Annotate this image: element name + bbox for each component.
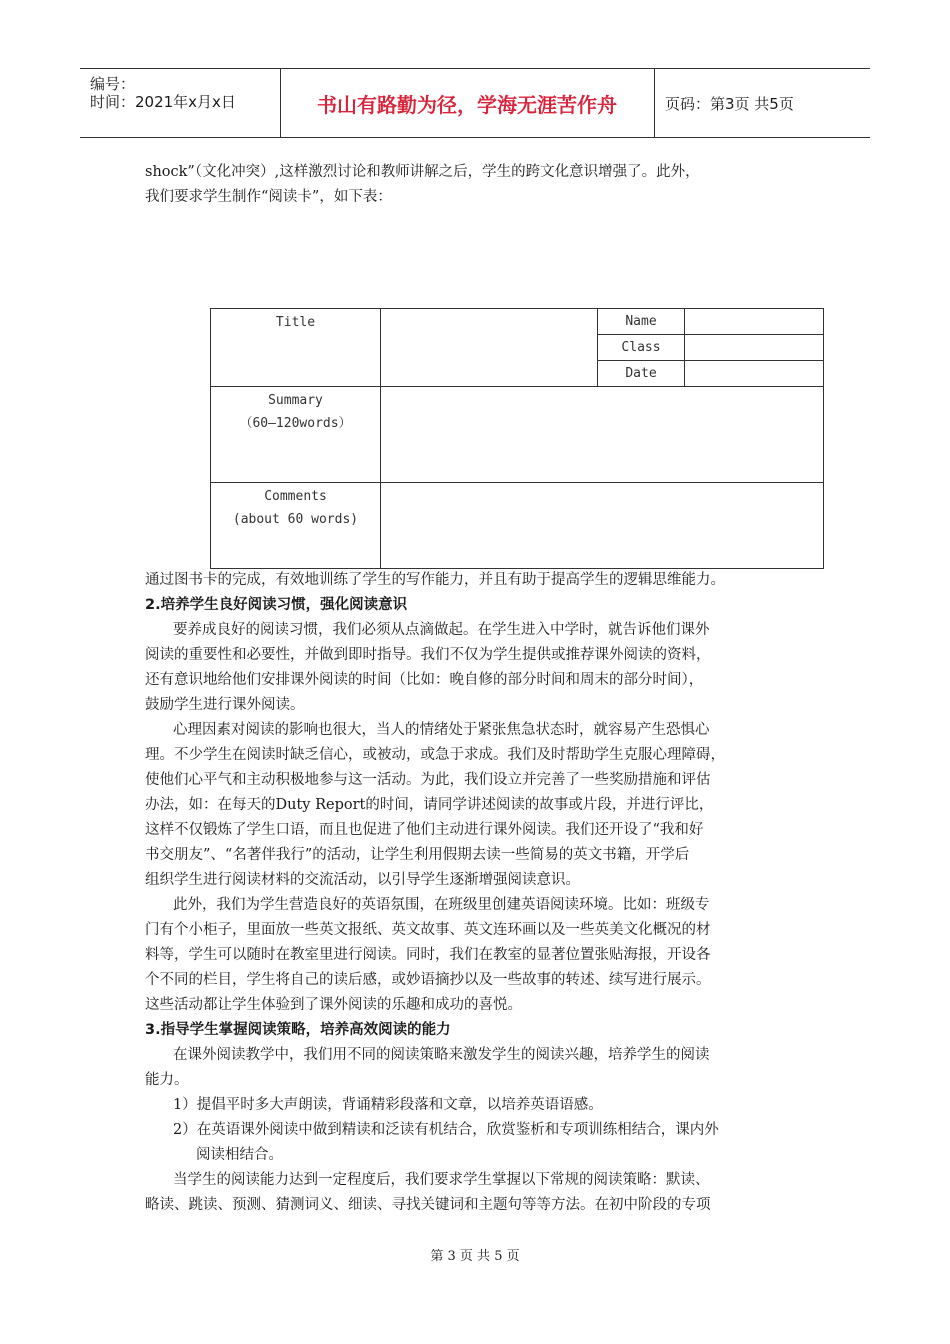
summary-cell: Summary （60—120words） [211, 387, 381, 483]
time-label: 时间：2021年x月x日 [90, 93, 236, 111]
class-value-cell [685, 335, 824, 361]
intro-line: shock”（文化冲突）,这样激烈讨论和教师讲解之后，学生的跨文化意识增强了。此外， [145, 164, 700, 180]
section3-heading: 3.指导学生掌握阅读策略，培养高效阅读的能力 [145, 1022, 451, 1038]
date-value-cell [685, 361, 824, 387]
paragraph-line: 这些活动都让学生体验到了课外阅读的乐趣和成功的喜悦。 [145, 997, 522, 1013]
paragraph-line: 组织学生进行阅读材料的交流活动，以引导学生逐渐增强阅读意识。 [145, 872, 580, 888]
paragraph-line: 个不同的栏目，学生将自己的读后感，或妙语摘抄以及一些故事的转述、续写进行展示。 [145, 972, 711, 988]
name-value-cell [685, 309, 824, 335]
paragraph-line: 在课外阅读教学中，我们用不同的阅读策略来激发学生的阅读兴趣，培养学生的阅读 [173, 1047, 710, 1063]
page-header [80, 68, 870, 138]
paragraph-line: 办法，如：在每天的Duty Report的时间，请同学讲述阅读的故事或片段，并进行评比， [145, 797, 714, 813]
paragraph-line: 略读、跳读、预测、猜测词义、细读、寻找关键词和主题句等等方法。在初中阶段的专项 [145, 1197, 711, 1213]
paragraph-line: 这样不仅锻炼了学生口语，而且也促进了他们主动进行课外阅读。我们还开设了“我和好 [145, 822, 704, 838]
paragraph-line: 料等，学生可以随时在教室里进行阅读。同时，我们在教室的显著位置张贴海报，开设各 [145, 947, 711, 963]
title-cell: Title [211, 309, 381, 387]
number-label: 编号： [90, 75, 136, 93]
paragraph-line: 书交朋友”、“名著伴我行”的活动，让学生利用假期去读一些简易的英文书籍，开学后 [145, 847, 690, 863]
after-table-text: 通过图书卡的完成，有效地训练了学生的写作能力，并且有助于提高学生的逻辑思维能力。 [145, 572, 725, 588]
paragraph-line: 还有意识地给他们安排课外阅读的时间（比如：晚自修的部分时间和周末的部分时间）， [145, 672, 704, 688]
header-meta [80, 69, 281, 137]
comments-value-cell [381, 483, 824, 569]
paragraph-line: 当学生的阅读能力达到一定程度后，我们要求学生掌握以下常规的阅读策略：默读、 [173, 1172, 710, 1188]
name-label-cell: Name [598, 309, 685, 335]
paragraph-line: 阅读的重要性和必要性，并做到即时指导。我们不仅为学生提供或推荐课外阅读的资料， [145, 647, 711, 663]
page-footer: 第 3 页 共 5 页 [430, 1249, 520, 1264]
paragraph-line: 理。不少学生在阅读时缺乏信心，或被动，或急于求成。我们及时帮助学生克服心理障碍， [145, 747, 725, 763]
paragraph-line: 使他们心平气和主动积极地参与这一活动。为此，我们设立并完善了一些奖励措施和评估 [145, 772, 711, 788]
list-item: 1）提倡平时多大声朗读，背诵精彩段落和文章，以培养英语语感。 [173, 1097, 603, 1113]
summary-value-cell [381, 387, 824, 483]
section2-heading: 2.培养学生良好阅读习惯，强化阅读意识 [145, 597, 408, 613]
motto: 书山有路勤为径，学海无涯苦作舟 [280, 69, 655, 137]
class-label-cell: Class [598, 335, 685, 361]
paragraph-line: 要养成良好的阅读习惯，我们必须从点滴做起。在学生进入中学时，就告诉他们课外 [173, 622, 710, 638]
title-value-cell [381, 309, 598, 387]
paragraph-line: 心理因素对阅读的影响也很大，当人的情绪处于紧张焦急状态时，就容易产生恐惧心 [173, 722, 710, 738]
page-label: 页码：第3页 共5页 [665, 95, 794, 113]
paragraph-line: 能力。 [145, 1072, 189, 1088]
paragraph-line: 门有个小柜子，里面放一些英文报纸、英文故事、英文连环画以及一些英美文化概况的材 [145, 922, 711, 938]
list-item: 2）在英语课外阅读中做到精读和泛读有机结合，欣赏鉴析和专项训练相结合，课内外 [173, 1122, 719, 1138]
date-label-cell: Date [598, 361, 685, 387]
paragraph-line: 鼓励学生进行课外阅读。 [145, 697, 305, 713]
paragraph-line: 此外，我们为学生营造良好的英语氛围，在班级里创建英语阅读环境。比如：班级专 [173, 897, 710, 913]
comments-cell: Comments (about 60 words) [211, 483, 381, 569]
reading-card-table [210, 308, 824, 569]
list-item-continued: 阅读相结合。 [196, 1147, 283, 1163]
intro-line: 我们要求学生制作“阅读卡”，如下表： [145, 189, 392, 205]
